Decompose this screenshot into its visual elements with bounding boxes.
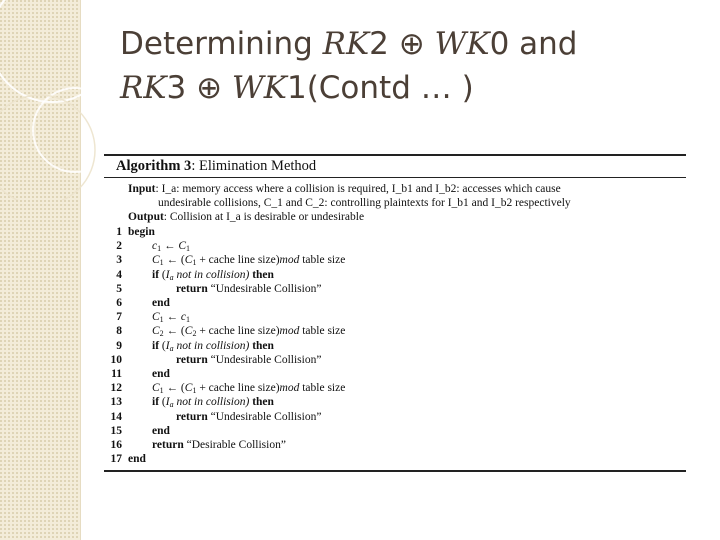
title-line-2	[120, 66, 700, 110]
line-number: 15	[110, 424, 122, 437]
title-text: Determining	[120, 26, 323, 62]
line-number: 5	[116, 282, 122, 295]
bottom-rule	[104, 470, 686, 472]
code-token: I	[165, 268, 170, 281]
line-number: 9	[116, 339, 122, 352]
algorithm-line	[104, 452, 686, 466]
code-token: 1	[159, 386, 164, 396]
code-token: return	[176, 282, 208, 295]
code-token: C	[184, 325, 193, 338]
code-token: table size	[299, 382, 346, 395]
line-code	[152, 438, 286, 452]
algorithm-line	[104, 225, 686, 239]
code-token: C	[184, 382, 193, 395]
code-token: I	[165, 396, 170, 409]
xor-symbol: ⊕	[388, 26, 435, 62]
line-code	[152, 296, 170, 310]
line-number: 17	[110, 453, 122, 466]
algorithm-line	[104, 339, 686, 353]
line-code	[176, 353, 321, 367]
algorithm-line	[104, 324, 686, 338]
algorithm-line	[104, 367, 686, 381]
algorithm-line	[104, 381, 686, 395]
code-token: C	[152, 325, 160, 338]
line-code	[176, 410, 321, 424]
code-token: c	[152, 240, 158, 253]
code-token: not in collision)	[173, 268, 250, 281]
code-token: a	[169, 272, 174, 282]
top-rule	[104, 154, 686, 156]
code-token: C	[152, 254, 160, 267]
algorithm-line	[104, 353, 686, 367]
code-token: ← (	[163, 254, 185, 267]
code-token: 1	[186, 244, 191, 254]
code-token: end	[152, 368, 170, 380]
code-token: 1	[186, 315, 191, 325]
output-label: Output	[128, 211, 164, 223]
title-number: 1	[286, 70, 307, 106]
algorithm-line	[104, 438, 686, 452]
code-token: 1	[192, 386, 197, 396]
title-math: WK	[231, 70, 287, 106]
input-spec-continued	[158, 196, 571, 210]
code-token: 1	[159, 315, 164, 325]
title-math: RK	[322, 26, 370, 62]
algorithm-line	[104, 310, 686, 324]
algorithm-line	[104, 239, 686, 253]
line-number: 10	[110, 353, 122, 366]
code-token: ← (	[163, 325, 185, 338]
code-token: (	[159, 339, 166, 352]
code-token: table size	[299, 254, 346, 267]
code-token: c	[180, 311, 187, 324]
line-number: 14	[110, 410, 122, 423]
output-text: : Collision at I_a is desirable or undesirable	[163, 211, 365, 223]
algorithm-number: Algorithm 3	[116, 158, 192, 174]
title-math: WK	[434, 26, 490, 62]
input-text: : I_a: memory access where a collision is required, I_b1 and I_b2: accesses which cause	[155, 183, 561, 195]
code-token: C	[184, 254, 193, 267]
code-token: + cache line size)	[196, 382, 280, 395]
algorithm-line	[104, 410, 686, 424]
code-token: “Undesirable Collision”	[207, 282, 322, 295]
title-math: RK	[120, 70, 167, 106]
code-token: (	[159, 268, 166, 281]
code-token: if	[152, 396, 160, 409]
line-number: 13	[110, 396, 122, 409]
code-token: then	[249, 268, 274, 281]
code-token: end	[128, 453, 146, 466]
code-token: mod	[279, 325, 300, 338]
code-token: not in collision)	[173, 396, 250, 409]
line-number: 7	[116, 311, 122, 324]
code-token: ←	[163, 311, 181, 324]
line-code	[128, 225, 155, 239]
code-token: a	[169, 400, 174, 410]
code-token: begin	[128, 226, 155, 238]
title-number: 3	[166, 70, 187, 106]
code-token: “Undesirable Collision”	[207, 353, 322, 366]
algorithm-line	[104, 282, 686, 296]
code-token: 1	[159, 258, 164, 268]
line-number: 4	[116, 268, 122, 281]
title-text: and	[509, 26, 578, 62]
code-token: ← (	[163, 382, 185, 395]
code-token: I	[165, 339, 170, 352]
code-token: then	[249, 396, 274, 409]
line-code	[152, 424, 170, 438]
title-line-1	[120, 22, 700, 66]
code-token: (	[159, 396, 166, 409]
algorithm-line	[104, 296, 686, 310]
code-token: C	[152, 382, 160, 395]
line-number: 2	[116, 240, 122, 253]
code-token: C	[178, 240, 187, 253]
code-token: ←	[161, 240, 179, 253]
code-token: + cache line size)	[196, 254, 280, 267]
code-token: then	[249, 339, 274, 352]
code-token: 1	[192, 258, 197, 268]
title-number: 2	[369, 26, 389, 62]
code-token: 2	[159, 329, 164, 339]
code-token: “Desirable Collision”	[183, 439, 286, 451]
code-token: + cache line size)	[196, 325, 280, 338]
code-token: return	[176, 353, 208, 366]
line-number: 8	[116, 325, 122, 338]
input-label: Input	[128, 183, 156, 195]
code-token: mod	[279, 254, 300, 267]
line-code	[152, 367, 170, 381]
line-number: 12	[110, 382, 122, 395]
code-token: C	[152, 311, 160, 324]
xor-symbol: ⊕	[186, 70, 232, 106]
algorithm-line	[104, 253, 686, 267]
code-token: mod	[279, 382, 300, 395]
title-number: 0	[489, 26, 510, 62]
line-number: 1	[116, 226, 122, 238]
code-token: if	[152, 339, 160, 352]
code-token: return	[176, 410, 208, 423]
algorithm-caption	[116, 158, 316, 175]
line-code	[128, 452, 146, 466]
title-text: (Contd … )	[306, 70, 474, 106]
algorithm-line	[104, 424, 686, 438]
slide-title	[120, 22, 700, 110]
line-number: 3	[116, 254, 122, 267]
line-number: 6	[116, 297, 122, 309]
line-number: 11	[111, 368, 122, 380]
code-token: end	[152, 297, 170, 309]
code-token: end	[152, 424, 170, 437]
code-token: return	[152, 439, 184, 451]
code-token: not in collision)	[173, 339, 250, 352]
algorithm-box	[104, 154, 686, 472]
code-token: if	[152, 268, 160, 281]
line-number: 16	[110, 439, 122, 451]
code-token: “Undesirable Collision”	[207, 410, 322, 423]
caption-rule	[104, 177, 686, 178]
output-spec	[128, 210, 364, 224]
code-token: 1	[157, 244, 162, 254]
input-text-continued: undesirable collisions, C_1 and C_2: controlling plaintexts for I_b1 and I_b2 respectively	[158, 197, 571, 209]
algorithm-line	[104, 395, 686, 409]
algorithm-name: : Elimination Method	[191, 158, 317, 174]
input-spec	[128, 182, 561, 196]
line-code	[176, 282, 321, 296]
code-token: table size	[299, 325, 346, 338]
code-token: a	[169, 343, 174, 353]
algorithm-line	[104, 268, 686, 282]
code-token: 2	[192, 329, 197, 339]
